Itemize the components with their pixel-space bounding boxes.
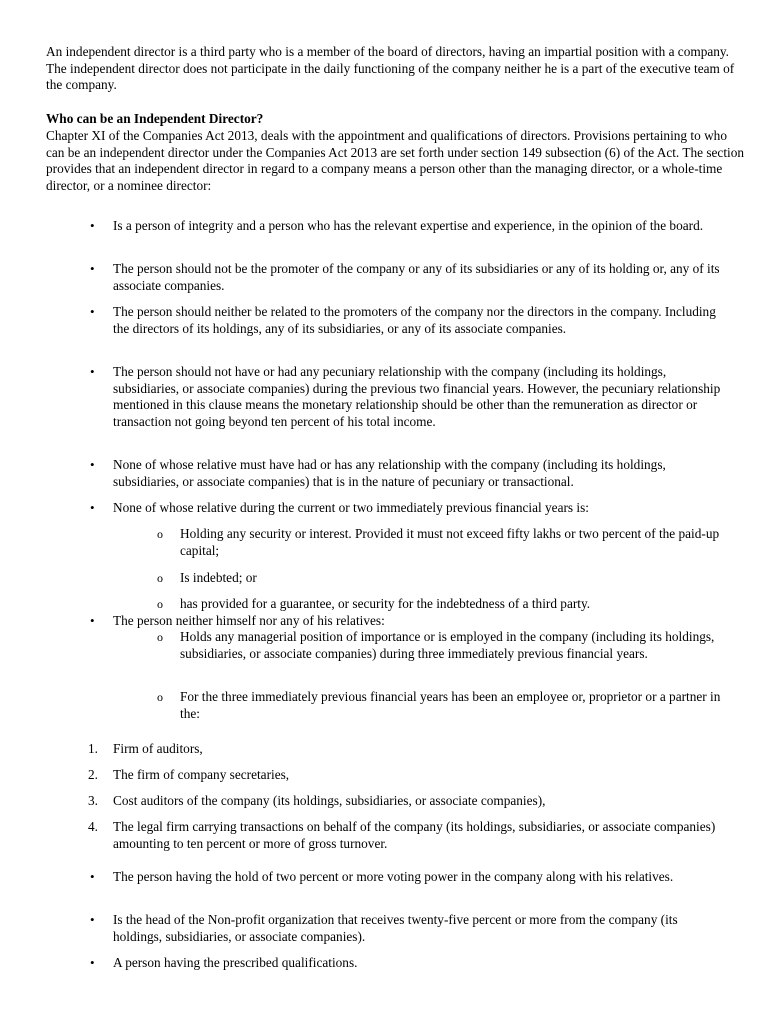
section-heading: Who can be an Independent Director?: [46, 111, 264, 126]
bullet-marker: •: [90, 304, 95, 319]
bullet-text: The person should not have or had any pecuniary relationship with the company (including its holdings, subsidiaries, or associate companies) during the previous two financial years. However, the pecuniary relationship mentioned in this clause means the monetary relationship should be other than the remuneration as director or transaction not going beyond ten percent of his total income.: [113, 364, 721, 429]
sub-bullet-text: Holds any managerial position of importance or is employed in the company (including its holdings, subsidiaries, or associate companies) during three immediately previous financial years.: [180, 629, 715, 661]
bullet-marker: •: [90, 613, 95, 628]
item-number: 2.: [88, 767, 98, 782]
numbered-text: Firm of auditors,: [113, 741, 203, 756]
bullet-marker: •: [90, 261, 95, 276]
chapter-paragraph: Chapter XI of the Companies Act 2013, deals with the appointment and qualifications of directors. Provisions pertaining to who can be an independent director under the Companies Act 2013 are set forth under section 149 subsection (6) of the Act. The section provides that an independent director in regard to a company means a person other than the managing director, or a whole-time director, or a nominee director:: [46, 128, 745, 193]
bullet-marker: •: [90, 955, 95, 970]
bullet-text: Is a person of integrity and a person who has the relevant expertise and experience, in the opinion of the board.: [113, 218, 704, 233]
sub-bullet-text: has provided for a guarantee, or security for the indebtedness of a third party.: [180, 596, 591, 611]
intro-paragraph: An independent director is a third party who is a member of the board of directors, having an impartial position with a company. The independent director does not participate in the daily functioning of the company neither he is a part of the executive team of the company.: [46, 44, 735, 92]
sub-bullet-text: For the three immediately previous financial years has been an employee or, proprietor or a partner in the:: [180, 689, 721, 721]
item-number: 1.: [88, 741, 98, 756]
numbered-text: The legal firm carrying transactions on behalf of the company (its holdings, subsidiaries, or associate companies) amounting to ten percent or more of gross turnover.: [113, 819, 716, 851]
sub-bullet-marker: o: [157, 527, 163, 541]
item-number: 3.: [88, 793, 98, 808]
item-number: 4.: [88, 819, 98, 834]
sub-bullet-marker: o: [157, 690, 163, 704]
bullet-marker: •: [90, 500, 95, 515]
numbered-text: Cost auditors of the company (its holdings, subsidiaries, or associate companies),: [113, 793, 546, 808]
bullet-marker: •: [90, 457, 95, 472]
bullet-marker: •: [90, 364, 95, 379]
bullet-text: None of whose relative must have had or has any relationship with the company (including its holdings, subsidiaries, or associate companies) that is in the nature of pecuniary or transactional.: [113, 457, 666, 489]
sub-bullet-marker: o: [157, 571, 163, 585]
sub-bullet-text: Is indebted; or: [180, 570, 257, 585]
bullet-text: The person neither himself nor any of his relatives:: [113, 613, 385, 628]
bullet-text: None of whose relative during the current or two immediately previous financial years is:: [113, 500, 589, 515]
bullet-marker: •: [90, 218, 95, 233]
sub-bullet-text: Holding any security or interest. Provided it must not exceed fifty lakhs or two percent of the paid-up capital;: [180, 526, 720, 558]
sub-bullet-marker: o: [157, 630, 163, 644]
bullet-text: A person having the prescribed qualifications.: [113, 955, 358, 970]
bullet-text: The person should not be the promoter of the company or any of its subsidiaries or any of its holding or, any of its associate companies.: [113, 261, 720, 293]
sub-bullet-marker: o: [157, 597, 163, 611]
bullet-text: Is the head of the Non-profit organization that receives twenty-five percent or more from the company (its holdings, subsidiaries, or associate companies).: [113, 912, 678, 944]
bullet-text: The person having the hold of two percent or more voting power in the company along with his relatives.: [113, 869, 674, 884]
numbered-text: The firm of company secretaries,: [113, 767, 290, 782]
bullet-marker: •: [90, 869, 95, 884]
bullet-text: The person should neither be related to the promoters of the company nor the directors in the company. Including the directors of its holdings, any of its subsidiaries, or any of its associate companies.: [113, 304, 716, 336]
bullet-marker: •: [90, 912, 95, 927]
